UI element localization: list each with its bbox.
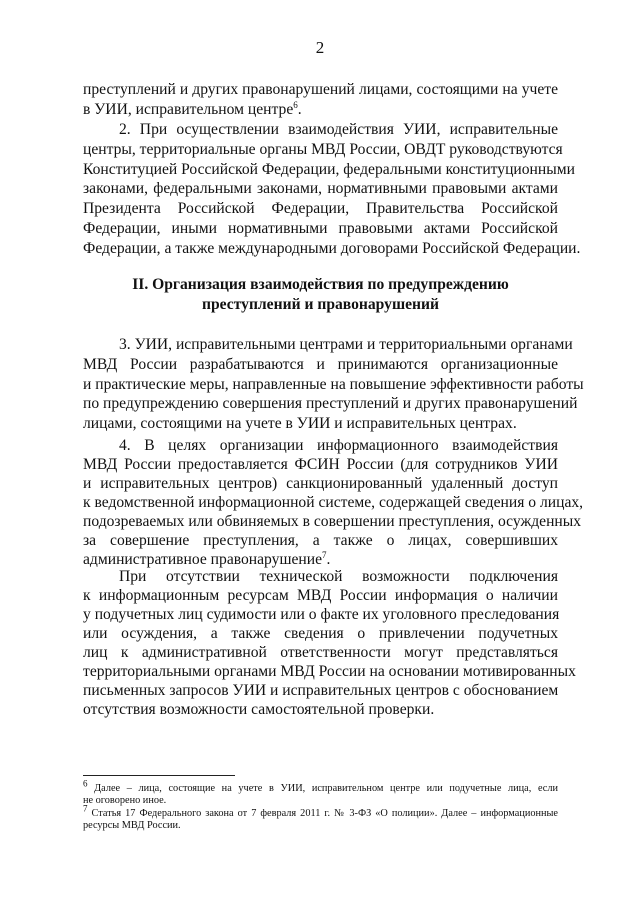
footnote-number: 6 (83, 778, 88, 789)
heading-line: II. Организация взаимодействия по предупреждению (132, 276, 509, 293)
text-line: к ведомственной информационной системе, содержащей сведения о лицах, (83, 494, 584, 511)
text-line: и исправительных центров) санкционированный удаленный доступ (83, 475, 558, 492)
footnote-6 (83, 778, 558, 808)
period: . (297, 100, 302, 118)
text-line: законами, федеральными законами, нормативными правовыми актами (83, 180, 558, 198)
text-line: отсутствия возможности самостоятельной проверки. (83, 701, 435, 718)
text-line: Федерации, иными нормативными правовыми актами Российской (83, 219, 558, 237)
text-line: лиц к административной ответственности могут представляться (83, 644, 558, 661)
text-line: и практические меры, направленные на повышение эффективности работы (83, 375, 584, 393)
text-line (83, 100, 558, 120)
text-line: по предупреждению совершения преступлений и других правонарушений (83, 395, 578, 413)
text-line: у подучетных лиц судимости или о факте их уголовного преследования (83, 606, 560, 623)
paragraph-5 (83, 567, 576, 719)
section-heading (83, 275, 558, 315)
page-number: 2 (315, 38, 325, 57)
text-line: Федерации, а также международными договорами Российской Федерации. (83, 239, 581, 257)
text-line: или осуждения, а также сведения о привлечении подучетных (83, 625, 558, 642)
text-line: 4. В целях организации информационного взаимодействия (119, 437, 558, 454)
footnote-ref-6[interactable]: 6 (293, 99, 298, 110)
text-line: лицами, состоящими на учете в УИИ и исправительных центрах. (83, 415, 517, 433)
text-line: преступлений и других правонарушений лицами, состоящими на учете (83, 81, 558, 98)
text-line: При отсутствии технической возможности подключения (119, 568, 558, 585)
text-line-content: административное правонарушение (83, 551, 322, 568)
footnote-line: ресурсы МВД России. (83, 820, 181, 832)
text-line: МВД России предоставляется ФСИН России (для сотрудников УИИ (83, 456, 558, 473)
heading-line: преступлений и правонарушений (202, 296, 439, 313)
footnote-number: 7 (83, 803, 88, 814)
text-line: центры, территориальные органы МВД России, ОВДТ руководствуются (83, 140, 563, 158)
text-line: к информационным ресурсам МВД России информация о наличии (83, 587, 558, 604)
paragraph-1 (83, 80, 558, 120)
text-line: за совершение преступления, а также о лицах, совершивших (83, 532, 558, 549)
footnote-ref-7[interactable]: 7 (322, 549, 327, 560)
text-line: Президента Российской Федерации, Правительства Российской (83, 200, 558, 218)
text-line: письменных запросов УИИ и исправительных центров с обоснованием (83, 682, 559, 699)
footnote-line (83, 803, 558, 820)
footnote-line: не оговорено иное. (83, 795, 167, 807)
text-line: Конституцией Российской Федерации, федеральными конституционными (83, 160, 575, 178)
footnote-7 (83, 803, 558, 833)
footnote-text: Статья 17 Федерального закона от 7 февраля 2011 г. № 3-ФЗ «О полиции». Далее – информационные (91, 808, 558, 819)
footnote-separator (83, 775, 235, 776)
text-line: 3. УИИ, исправительными центрами и территориальными органами (119, 336, 573, 353)
text-line: 2. При осуществлении взаимодействия УИИ, исправительные (119, 121, 558, 138)
footnote-text: Далее – лица, состоящие на учете в УИИ, исправительном центре или подучетные лица, если (94, 783, 558, 794)
text-line: территориальными органами МВД России на основании мотивированных (83, 663, 576, 680)
text-line: подозреваемых или обвиняемых в совершении преступления, осужденных (83, 513, 582, 530)
paragraph-3 (83, 335, 584, 434)
footnote-line (83, 778, 558, 795)
paragraph-4 (83, 436, 584, 569)
text-line-content: в УИИ, исправительном центре (83, 100, 294, 118)
text-line: МВД России разрабатываются и принимаются организационные (83, 355, 558, 373)
period: . (326, 551, 331, 568)
paragraph-2 (83, 120, 581, 259)
